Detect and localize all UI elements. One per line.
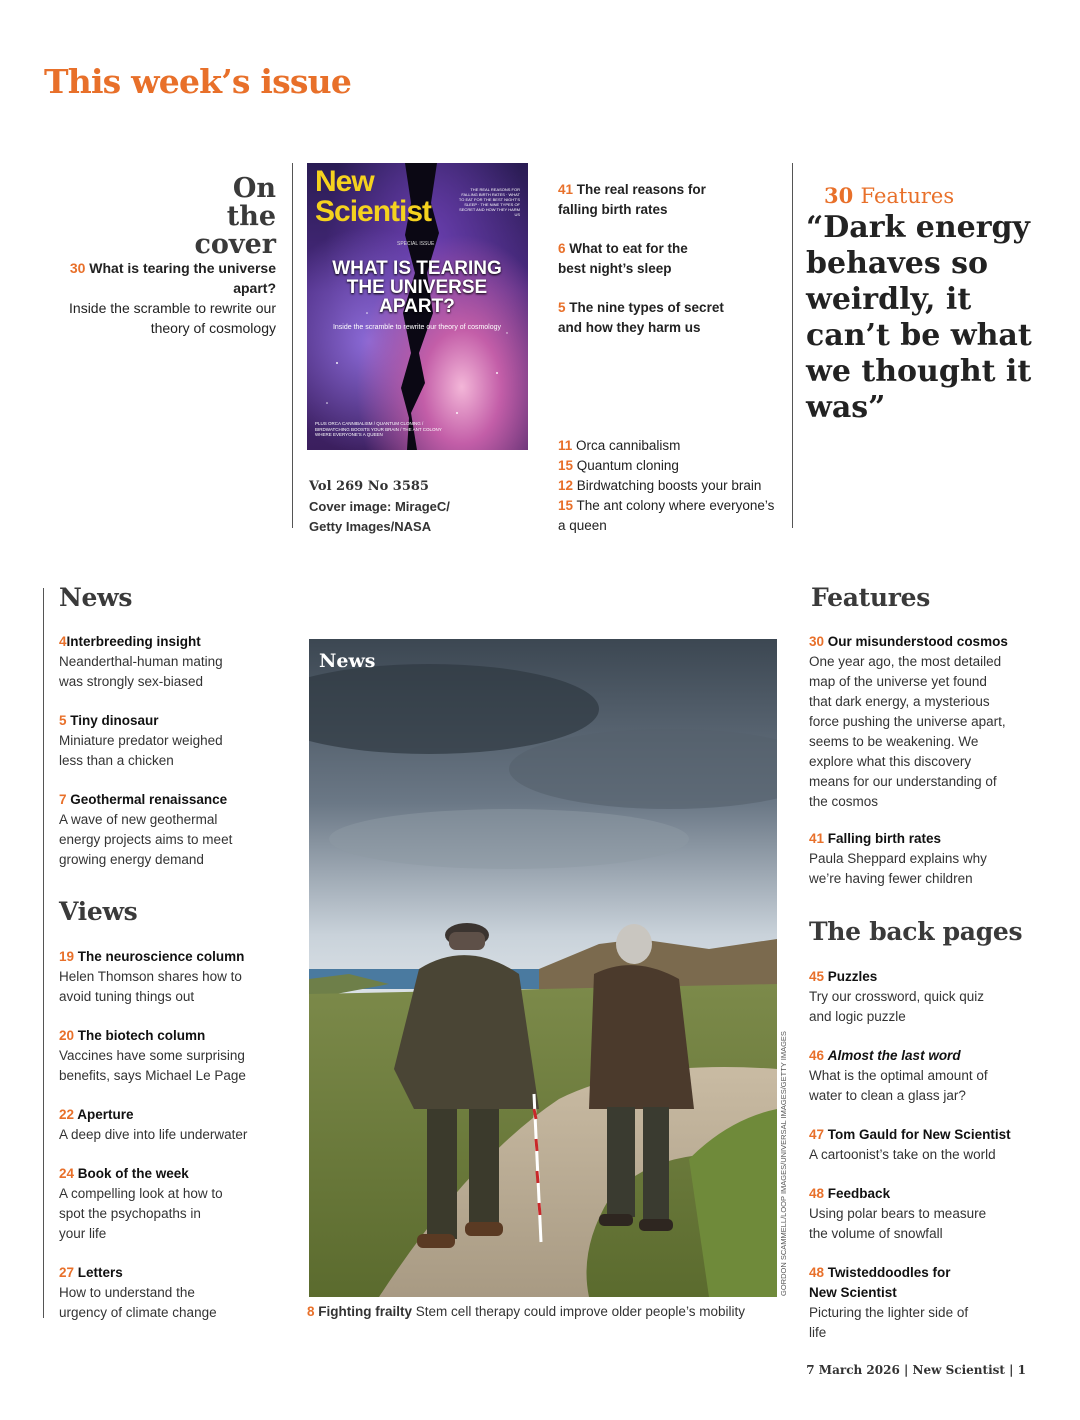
back-pages-item-desc: What is the optimal amount of water to clean a glass jar? (809, 1068, 988, 1103)
cover-credit (309, 476, 509, 537)
photo-caption-num: 8 (307, 1304, 315, 1319)
cover-minor-num: 12 (558, 478, 574, 493)
news-item[interactable] (59, 632, 249, 692)
back-pages-item[interactable] (809, 1046, 999, 1106)
page-title: This week’s issue (44, 62, 352, 101)
photo-credit (779, 1032, 789, 1296)
cover-minor-num: 11 (558, 438, 573, 453)
cover-minor-item[interactable] (558, 456, 783, 476)
feature-quote-section: Features (860, 184, 955, 208)
back-pages-item-num: 48 (809, 1265, 825, 1280)
back-pages-heading: The back pages (809, 917, 1023, 946)
cover-story-num: 41 (558, 182, 574, 197)
cover-minor-list (558, 436, 783, 536)
views-item-title: Book of the week (77, 1166, 189, 1181)
views-item[interactable] (59, 1263, 239, 1323)
feature-quote-label[interactable] (824, 183, 954, 208)
views-item-num: 22 (59, 1107, 75, 1122)
views-heading: Views (59, 897, 138, 926)
back-pages-item[interactable] (809, 1125, 1024, 1165)
views-item-title: The biotech column (77, 1028, 206, 1043)
back-pages-item-title: Puzzles (827, 969, 878, 984)
cover-side-teasers: THE REAL REASONS FOR FALLING BIRTH RATES · WHAT TO EAT FOR THE BEST NIGHT'S SLEEP · THE NINE TYPES OF SECRET AND HOW THEY HARM US (458, 187, 520, 217)
views-item-num: 27 (59, 1265, 75, 1280)
news-item-title: Interbreeding insight (66, 634, 201, 649)
features-item-desc: Paula Sheppard explains why we’re having fewer children (809, 851, 987, 886)
back-pages-item[interactable] (809, 967, 999, 1027)
news-item-desc: Miniature predator weighed less than a chicken (59, 733, 223, 768)
cover-minor-title: Orca cannibalism (576, 438, 681, 453)
cover-masthead (315, 167, 431, 227)
views-item-title: Letters (77, 1265, 123, 1280)
views-item-desc: Helen Thomson shares how to avoid tuning things out (59, 969, 242, 1004)
cover-story-num: 6 (558, 241, 566, 256)
features-item-num: 41 (809, 831, 825, 846)
cover-story-num: 5 (558, 300, 566, 315)
features-item-desc: One year ago, the most detailed map of the universe yet found that dark energy, a mysterious force pushing the universe apart, seems to be weakening. We explore what this discovery means for our understanding of the cosmos (809, 654, 1006, 809)
cover-lead-num: 30 (69, 260, 86, 276)
views-item-num: 24 (59, 1166, 75, 1181)
cover-minor-title: The ant colony where everyone’s a queen (558, 498, 775, 533)
cover-image-credit-1: Cover image: MirageC/ (309, 499, 450, 514)
cover-headline: WHAT IS TEARING THE UNIVERSE APART? (332, 258, 502, 317)
views-item[interactable] (59, 1105, 259, 1145)
features-item[interactable] (809, 829, 999, 889)
cover-minor-num: 15 (558, 458, 574, 473)
views-item[interactable] (59, 947, 259, 1007)
feature-quote-num: 30 (824, 183, 854, 208)
back-pages-item[interactable] (809, 1184, 999, 1244)
magazine-cover-image (307, 163, 528, 450)
cover-masthead-line1: New (315, 165, 374, 198)
cover-story-title: What to eat for the best night’s sleep (558, 241, 688, 276)
cover-tagline: Inside the scramble to rewrite our theory of cosmology (332, 324, 502, 331)
views-item-title: The neuroscience column (77, 949, 245, 964)
cover-story[interactable] (558, 298, 738, 338)
back-pages-item-desc: Using polar bears to measure the volume of snowfall (809, 1206, 987, 1241)
news-item-num: 4 (59, 634, 67, 649)
elderly-couple-walking-image (309, 639, 777, 1297)
news-item-num: 7 (59, 792, 67, 807)
cover-masthead-line2: Scientist (315, 195, 432, 228)
cover-minor-item[interactable] (558, 436, 783, 456)
news-item[interactable] (59, 711, 249, 771)
photo-caption-title: Fighting frailty (318, 1304, 413, 1319)
views-item-num: 19 (59, 949, 75, 964)
cover-lead-desc: Inside the scramble to rewrite our theory of cosmology (69, 300, 276, 336)
cover-story-title: The nine types of secret and how they harm us (558, 300, 724, 335)
news-item-desc: A wave of new geothermal energy projects aims to meet growing energy demand (59, 812, 233, 867)
photo-caption-desc: Stem cell therapy could improve older people’s mobility (415, 1304, 745, 1319)
back-pages-item-desc: Picturing the lighter side of life (809, 1305, 969, 1340)
back-pages-item-desc: Try our crossword, quick quiz and logic puzzle (809, 989, 985, 1024)
cover-story-title: The real reasons for falling birth rates (558, 182, 706, 217)
views-item-desc: A compelling look at how to spot the psychopaths in your life (59, 1186, 223, 1241)
cover-special-issue: SPECIAL ISSUE (397, 241, 435, 247)
back-pages-item-title: Feedback (827, 1186, 891, 1201)
volume-number: Vol 269 No 3585 (309, 479, 429, 494)
back-pages-item-num: 45 (809, 969, 825, 984)
divider-left (292, 163, 293, 528)
on-the-cover-heading (186, 175, 276, 259)
news-item-desc: Neanderthal-human mating was strongly sex-biased (59, 654, 223, 689)
cover-story[interactable] (558, 239, 708, 279)
views-item[interactable] (59, 1164, 229, 1244)
views-item-num: 20 (59, 1028, 75, 1043)
cover-lead-title: What is tearing the universe apart? (89, 260, 276, 296)
news-item-title: Tiny dinosaur (70, 713, 159, 728)
news-heading: News (59, 583, 133, 612)
back-pages-item-title: Almost the last word (827, 1048, 961, 1063)
features-item-title: Falling birth rates (827, 831, 942, 846)
views-item-desc: How to understand the urgency of climate change (59, 1285, 217, 1320)
features-item[interactable] (809, 632, 1009, 812)
views-item-desc: A deep dive into life underwater (59, 1127, 248, 1142)
feature-pull-quote (806, 210, 1046, 426)
back-pages-item-num: 47 (809, 1127, 825, 1142)
cover-lead-story[interactable] (56, 258, 276, 338)
cover-minor-title: Birdwatching boosts your brain (576, 478, 762, 493)
cover-image-credit-2: Getty Images/NASA (309, 519, 432, 534)
back-pages-item[interactable] (809, 1263, 979, 1343)
news-item-title: Geothermal renaissance (70, 792, 228, 807)
cover-minor-item[interactable] (558, 496, 783, 536)
photo-caption[interactable] (307, 1302, 745, 1322)
cover-plus-teasers: PLUS ORCA CANNIBALISM / QUANTUM CLONING / BIRDWATCHING BOOSTS YOUR BRAIN / THE ANT COLONY WHERE EVERYONE'S A QUEEN (315, 421, 442, 437)
left-column-rule (43, 588, 44, 1318)
photo-section-label: News (319, 650, 376, 672)
views-item-title: Aperture (77, 1107, 134, 1122)
page-footer: 7 March 2026 | New Scientist | 1 (806, 1363, 1026, 1377)
cover-story[interactable] (558, 180, 708, 220)
views-item[interactable] (59, 1026, 259, 1086)
news-photo (309, 639, 777, 1297)
features-item-title: Our misunderstood cosmos (827, 634, 1008, 649)
back-pages-item-title: Tom Gauld for New Scientist (827, 1127, 1011, 1142)
pull-quote-text: “Dark energy behaves so weirdly, it can’t be what we thought it was” (806, 210, 1032, 425)
photo-credit-text: GORDON SCAMMELL/LOOP IMAGES/UNIVERSAL IMAGES/GETTY IMAGES (779, 1031, 788, 1296)
news-item[interactable] (59, 790, 249, 870)
features-item-num: 30 (809, 634, 825, 649)
cover-heading-text: On the cover (194, 173, 276, 260)
back-pages-item-num: 48 (809, 1186, 825, 1201)
back-pages-item-num: 46 (809, 1048, 825, 1063)
cover-minor-item[interactable] (558, 476, 783, 496)
views-item-desc: Vaccines have some surprising benefits, says Michael Le Page (59, 1048, 246, 1083)
divider-right (792, 163, 793, 528)
cover-minor-num: 15 (558, 498, 574, 513)
news-item-num: 5 (59, 713, 67, 728)
back-pages-item-desc: A cartoonist’s take on the world (809, 1147, 996, 1162)
features-heading: Features (811, 583, 930, 612)
back-pages-item-title: Twisteddoodles for New Scientist (809, 1265, 951, 1300)
cover-minor-title: Quantum cloning (576, 458, 679, 473)
